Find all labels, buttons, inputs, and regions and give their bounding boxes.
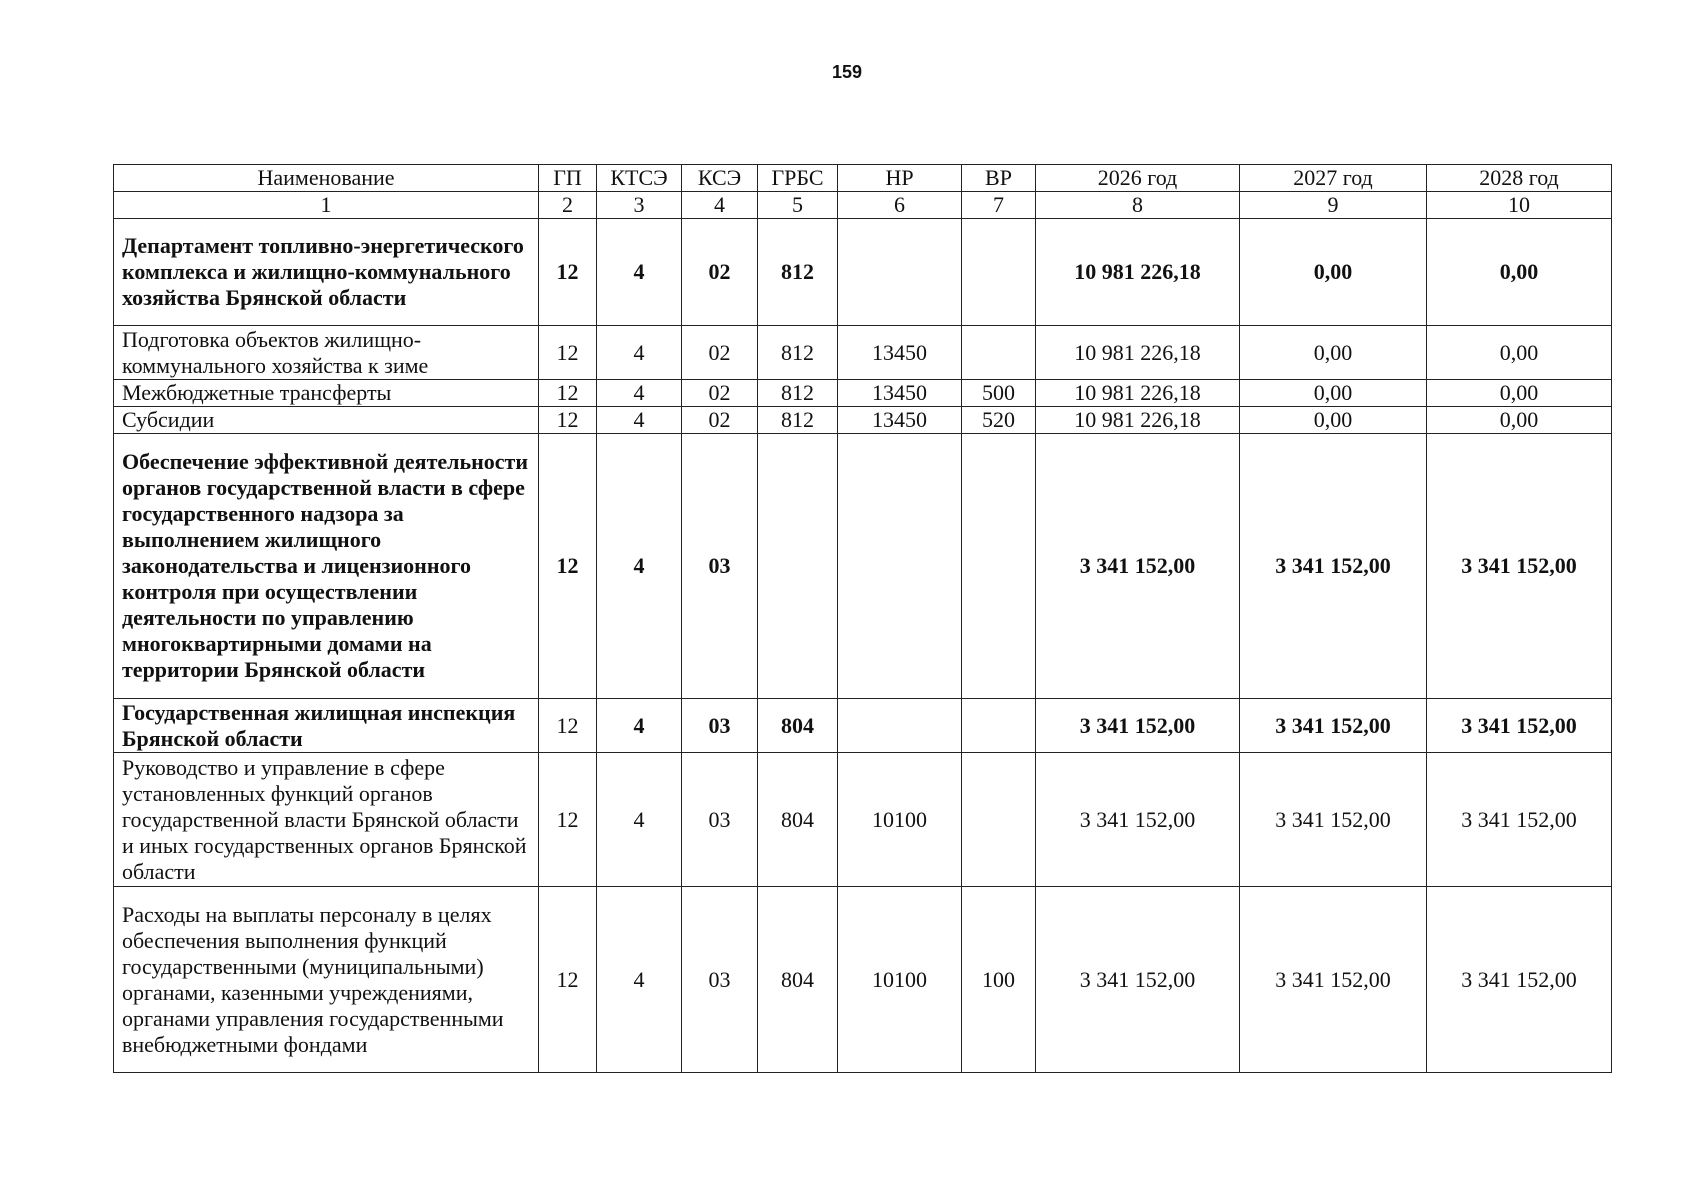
cell-2028: 0,00 (1427, 326, 1612, 380)
cell-nr (838, 219, 962, 326)
cell-grbs (758, 434, 838, 699)
cell-ktse: 4 (597, 380, 682, 407)
cell-2026: 3 341 152,00 (1036, 887, 1240, 1073)
cell-2028: 3 341 152,00 (1427, 434, 1612, 699)
cell-gp: 12 (539, 219, 597, 326)
cell-kse: 03 (682, 753, 758, 887)
header-kse: КСЭ (682, 165, 758, 192)
row-name: Государственная жилищная инспекция Брянской области (114, 699, 539, 753)
row-name: Межбюджетные трансферты (114, 380, 539, 407)
cell-2026: 3 341 152,00 (1036, 434, 1240, 699)
cell-2027: 3 341 152,00 (1240, 753, 1427, 887)
cell-2027: 0,00 (1240, 219, 1427, 326)
cell-nr (838, 434, 962, 699)
cell-ktse: 4 (597, 434, 682, 699)
cell-gp: 12 (539, 887, 597, 1073)
column-number: 3 (597, 192, 682, 219)
cell-2026: 10 981 226,18 (1036, 219, 1240, 326)
cell-ktse: 4 (597, 753, 682, 887)
cell-gp: 12 (539, 699, 597, 753)
cell-nr: 13450 (838, 407, 962, 434)
cell-nr: 13450 (838, 326, 962, 380)
table-row (114, 407, 1612, 434)
cell-vr (962, 753, 1036, 887)
header-gp: ГП (539, 165, 597, 192)
cell-2028: 0,00 (1427, 380, 1612, 407)
table-row (114, 326, 1612, 380)
cell-2027: 0,00 (1240, 326, 1427, 380)
header-row (114, 165, 1612, 192)
header-2028: 2028 год (1427, 165, 1612, 192)
column-number: 2 (539, 192, 597, 219)
cell-vr (962, 219, 1036, 326)
column-number: 7 (962, 192, 1036, 219)
cell-kse: 03 (682, 699, 758, 753)
cell-vr (962, 699, 1036, 753)
page-number: 159 (831, 62, 863, 82)
column-number: 10 (1427, 192, 1612, 219)
table-row (114, 434, 1612, 699)
cell-2028: 0,00 (1427, 219, 1612, 326)
column-number: 8 (1036, 192, 1240, 219)
cell-gp: 12 (539, 380, 597, 407)
table-row (114, 699, 1612, 753)
cell-grbs: 812 (758, 380, 838, 407)
cell-gp: 12 (539, 407, 597, 434)
cell-kse: 02 (682, 219, 758, 326)
cell-grbs: 812 (758, 326, 838, 380)
cell-nr: 10100 (838, 753, 962, 887)
cell-grbs: 804 (758, 887, 838, 1073)
cell-grbs: 804 (758, 753, 838, 887)
cell-grbs: 812 (758, 407, 838, 434)
cell-gp: 12 (539, 753, 597, 887)
header-vr: ВР (962, 165, 1036, 192)
cell-nr: 13450 (838, 380, 962, 407)
cell-kse: 03 (682, 887, 758, 1073)
cell-ktse: 4 (597, 699, 682, 753)
cell-ktse: 4 (597, 326, 682, 380)
cell-kse: 02 (682, 326, 758, 380)
table-row (114, 887, 1612, 1073)
header-name: Наименование (114, 165, 539, 192)
column-number: 9 (1240, 192, 1427, 219)
cell-2027: 3 341 152,00 (1240, 887, 1427, 1073)
row-name: Руководство и управление в сфере установленных функций органов государственной власти Брянской области и иных государственных органов Брянской области (114, 753, 539, 887)
cell-gp: 12 (539, 434, 597, 699)
table-row (114, 219, 1612, 326)
header-nr: НР (838, 165, 962, 192)
column-number-row (114, 192, 1612, 219)
cell-2027: 0,00 (1240, 407, 1427, 434)
header-ktse: КТСЭ (597, 165, 682, 192)
table-row (114, 753, 1612, 887)
cell-kse: 02 (682, 407, 758, 434)
cell-vr: 100 (962, 887, 1036, 1073)
cell-ktse: 4 (597, 407, 682, 434)
cell-2026: 3 341 152,00 (1036, 699, 1240, 753)
cell-kse: 02 (682, 380, 758, 407)
cell-2028: 0,00 (1427, 407, 1612, 434)
row-name: Субсидии (114, 407, 539, 434)
cell-vr: 500 (962, 380, 1036, 407)
row-name: Департамент топливно-энергетического комплекса и жилищно-коммунального хозяйства Брянской области (114, 219, 539, 326)
header-2026: 2026 год (1036, 165, 1240, 192)
cell-vr (962, 434, 1036, 699)
cell-grbs: 804 (758, 699, 838, 753)
cell-nr: 10100 (838, 887, 962, 1073)
cell-2026: 10 981 226,18 (1036, 407, 1240, 434)
header-grbs: ГРБС (758, 165, 838, 192)
cell-vr: 520 (962, 407, 1036, 434)
column-number: 1 (114, 192, 539, 219)
cell-2026: 3 341 152,00 (1036, 753, 1240, 887)
column-number: 5 (758, 192, 838, 219)
row-name: Подготовка объектов жилищно-коммунального хозяйства к зиме (114, 326, 539, 380)
header-2027: 2027 год (1240, 165, 1427, 192)
row-name: Расходы на выплаты персоналу в целях обеспечения выполнения функций государственными (муниципальными) органами, казенными учреждениями, органами управления государственными внебюджетными фондами (114, 887, 539, 1073)
cell-2027: 3 341 152,00 (1240, 434, 1427, 699)
cell-2026: 10 981 226,18 (1036, 326, 1240, 380)
cell-2027: 0,00 (1240, 380, 1427, 407)
column-number: 4 (682, 192, 758, 219)
cell-2026: 10 981 226,18 (1036, 380, 1240, 407)
row-name: Обеспечение эффективной деятельности органов государственной власти в сфере государственного надзора за выполнением жилищного законодательства и лицензионного контроля при осуществлении деятельности по управлению многоквартирными домами на территории Брянской области (114, 434, 539, 699)
cell-ktse: 4 (597, 219, 682, 326)
cell-2027: 3 341 152,00 (1240, 699, 1427, 753)
cell-vr (962, 326, 1036, 380)
table-row (114, 380, 1612, 407)
cell-ktse: 4 (597, 887, 682, 1073)
cell-2028: 3 341 152,00 (1427, 753, 1612, 887)
cell-2028: 3 341 152,00 (1427, 887, 1612, 1073)
budget-table (113, 164, 1612, 1073)
cell-kse: 03 (682, 434, 758, 699)
cell-nr (838, 699, 962, 753)
cell-gp: 12 (539, 326, 597, 380)
cell-grbs: 812 (758, 219, 838, 326)
column-number: 6 (838, 192, 962, 219)
cell-2028: 3 341 152,00 (1427, 699, 1612, 753)
